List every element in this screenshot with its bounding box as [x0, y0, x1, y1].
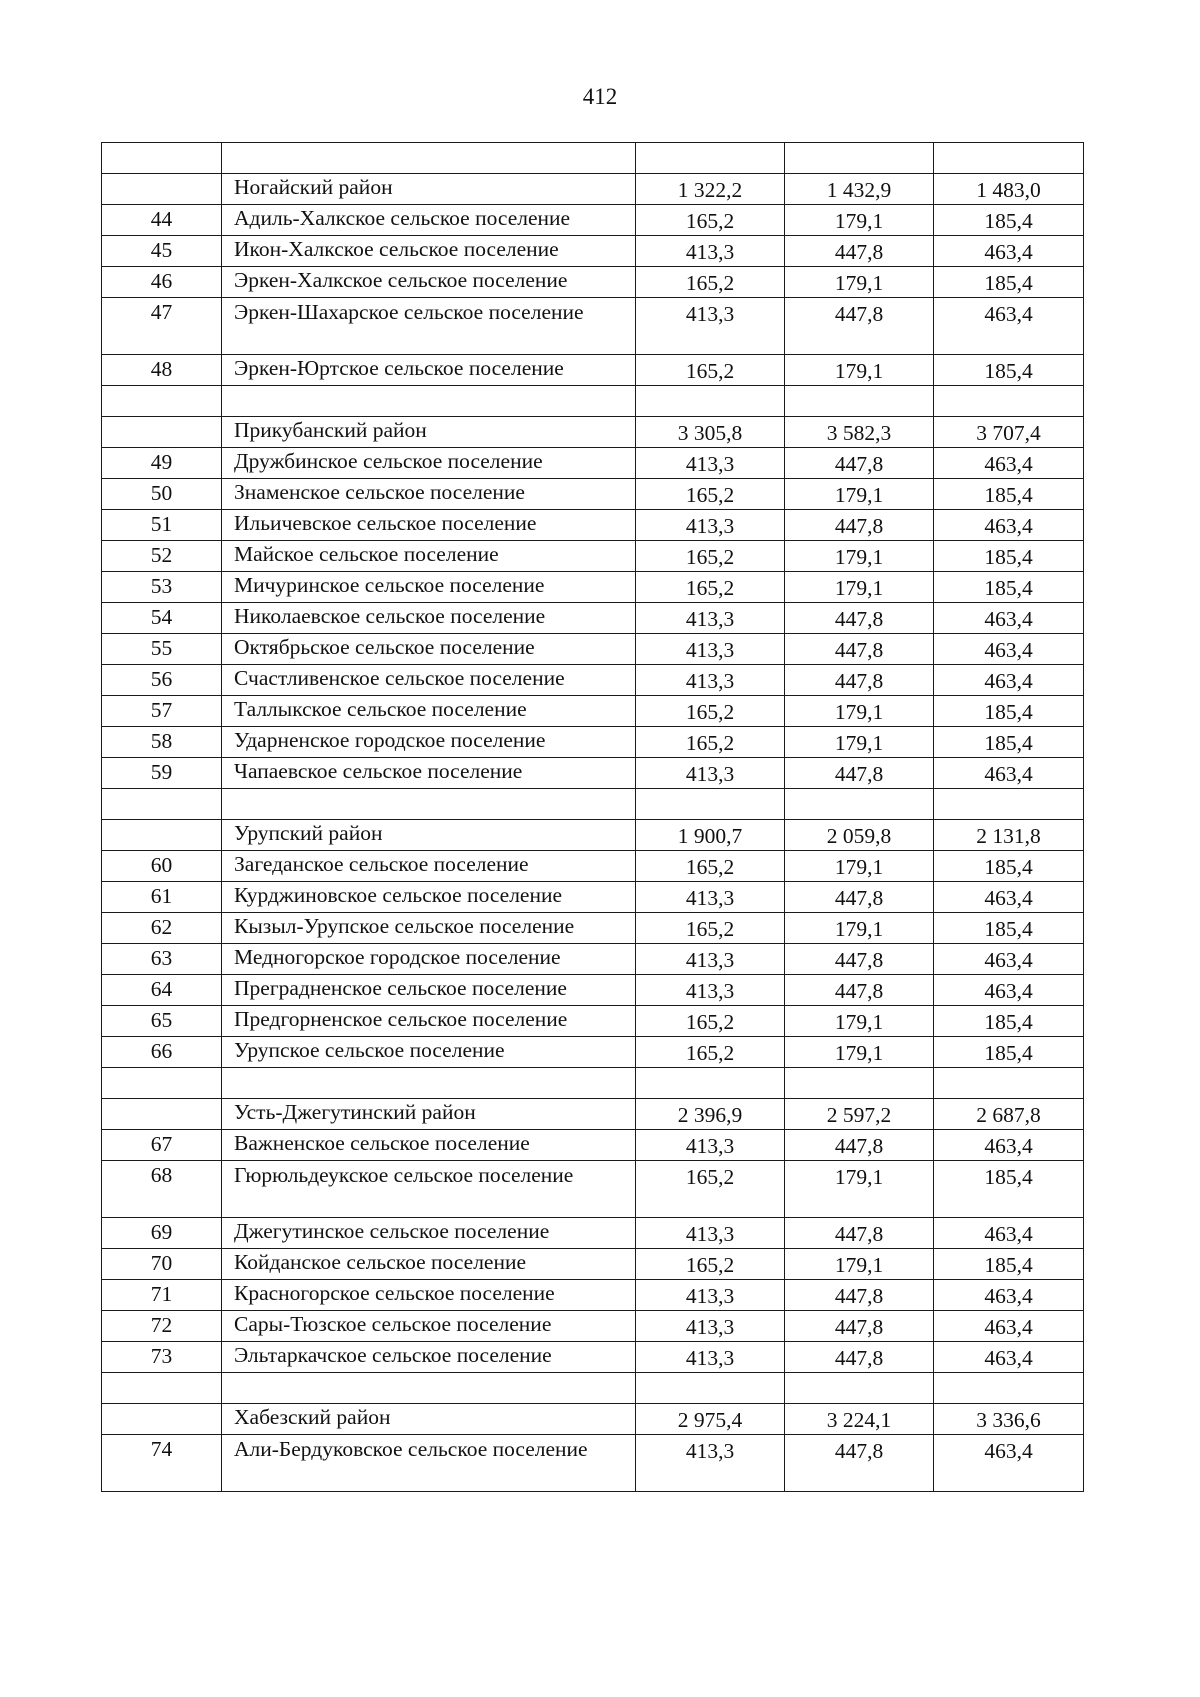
- settlement-value: 413,3: [636, 1342, 785, 1373]
- settlement-row: [102, 882, 1084, 913]
- settlement-value: 179,1: [785, 1037, 934, 1068]
- settlement-row: [102, 975, 1084, 1006]
- row-number: 72: [102, 1311, 222, 1342]
- district-row: [102, 417, 1084, 448]
- spacer-row: [102, 143, 1084, 174]
- settlement-value: 447,8: [785, 1218, 934, 1249]
- settlement-name: Гюрюльдеукское сельское поселение: [222, 1161, 636, 1218]
- settlement-row: [102, 510, 1084, 541]
- settlement-value: 413,3: [636, 1435, 785, 1492]
- settlement-value: 185,4: [934, 1006, 1084, 1037]
- settlement-value: 447,8: [785, 298, 934, 355]
- settlement-value: 165,2: [636, 851, 785, 882]
- settlement-value: 413,3: [636, 1218, 785, 1249]
- settlement-name: Медногорское городское поселение: [222, 944, 636, 975]
- settlement-value: 185,4: [934, 267, 1084, 298]
- empty-cell: [222, 143, 636, 174]
- settlement-value: 179,1: [785, 727, 934, 758]
- row-number: 44: [102, 205, 222, 236]
- settlement-value: 447,8: [785, 758, 934, 789]
- settlement-value: 185,4: [934, 913, 1084, 944]
- settlement-value: 463,4: [934, 298, 1084, 355]
- settlement-row: [102, 479, 1084, 510]
- district-total: 2 597,2: [785, 1099, 934, 1130]
- settlement-row: [102, 267, 1084, 298]
- settlement-name: Али-Бердуковское сельское поселение: [222, 1435, 636, 1492]
- settlement-value: 413,3: [636, 298, 785, 355]
- empty-cell: [222, 789, 636, 820]
- empty-cell: [785, 1068, 934, 1099]
- empty-cell: [222, 1373, 636, 1404]
- settlement-value: 463,4: [934, 1311, 1084, 1342]
- settlement-row: [102, 1311, 1084, 1342]
- empty-cell: [102, 174, 222, 205]
- empty-cell: [785, 1373, 934, 1404]
- empty-cell: [785, 386, 934, 417]
- settlement-value: 413,3: [636, 1280, 785, 1311]
- settlement-value: 179,1: [785, 1006, 934, 1037]
- row-number: 73: [102, 1342, 222, 1373]
- empty-cell: [636, 143, 785, 174]
- table-body: [102, 143, 1084, 1492]
- settlement-name: Дружбинское сельское поселение: [222, 448, 636, 479]
- settlement-row: [102, 727, 1084, 758]
- settlement-value: 463,4: [934, 1218, 1084, 1249]
- empty-cell: [102, 417, 222, 448]
- row-number: 46: [102, 267, 222, 298]
- row-number: 74: [102, 1435, 222, 1492]
- settlement-value: 447,8: [785, 975, 934, 1006]
- settlement-name: Предгорненское сельское поселение: [222, 1006, 636, 1037]
- settlement-row: [102, 1161, 1084, 1218]
- district-total: 1 432,9: [785, 174, 934, 205]
- settlement-value: 447,8: [785, 1280, 934, 1311]
- settlement-value: 463,4: [934, 1280, 1084, 1311]
- row-number: 51: [102, 510, 222, 541]
- empty-cell: [934, 1373, 1084, 1404]
- spacer-row: [102, 1373, 1084, 1404]
- settlement-row: [102, 236, 1084, 267]
- settlement-value: 185,4: [934, 696, 1084, 727]
- row-number: 57: [102, 696, 222, 727]
- settlement-row: [102, 913, 1084, 944]
- empty-cell: [636, 789, 785, 820]
- settlement-value: 165,2: [636, 355, 785, 386]
- settlement-value: 179,1: [785, 1249, 934, 1280]
- settlement-row: [102, 572, 1084, 603]
- district-row: [102, 174, 1084, 205]
- spacer-row: [102, 789, 1084, 820]
- settlement-row: [102, 603, 1084, 634]
- settlement-value: 165,2: [636, 205, 785, 236]
- settlement-value: 447,8: [785, 1435, 934, 1492]
- empty-cell: [102, 820, 222, 851]
- row-number: 48: [102, 355, 222, 386]
- empty-cell: [102, 789, 222, 820]
- row-number: 50: [102, 479, 222, 510]
- settlement-value: 447,8: [785, 1342, 934, 1373]
- district-total: 3 224,1: [785, 1404, 934, 1435]
- settlement-name: Преградненское сельское поселение: [222, 975, 636, 1006]
- empty-cell: [785, 789, 934, 820]
- settlement-value: 179,1: [785, 696, 934, 727]
- settlement-value: 447,8: [785, 1130, 934, 1161]
- settlement-value: 413,3: [636, 665, 785, 696]
- settlement-row: [102, 1280, 1084, 1311]
- settlement-value: 165,2: [636, 696, 785, 727]
- settlement-value: 463,4: [934, 1435, 1084, 1492]
- settlement-value: 179,1: [785, 1161, 934, 1218]
- empty-cell: [934, 789, 1084, 820]
- row-number: 52: [102, 541, 222, 572]
- district-total: 2 059,8: [785, 820, 934, 851]
- settlement-name: Мичуринское сельское поселение: [222, 572, 636, 603]
- settlement-value: 179,1: [785, 355, 934, 386]
- empty-cell: [102, 386, 222, 417]
- settlement-row: [102, 634, 1084, 665]
- row-number: 61: [102, 882, 222, 913]
- settlement-value: 447,8: [785, 236, 934, 267]
- district-total: 1 900,7: [636, 820, 785, 851]
- settlement-name: Чапаевское сельское поселение: [222, 758, 636, 789]
- settlement-name: Знаменское сельское поселение: [222, 479, 636, 510]
- settlement-value: 165,2: [636, 727, 785, 758]
- row-number: 63: [102, 944, 222, 975]
- settlement-value: 463,4: [934, 944, 1084, 975]
- row-number: 49: [102, 448, 222, 479]
- row-number: 69: [102, 1218, 222, 1249]
- settlement-value: 185,4: [934, 479, 1084, 510]
- settlement-row: [102, 298, 1084, 355]
- settlement-row: [102, 851, 1084, 882]
- spacer-row: [102, 1068, 1084, 1099]
- settlement-value: 447,8: [785, 1311, 934, 1342]
- row-number: 54: [102, 603, 222, 634]
- settlement-row: [102, 696, 1084, 727]
- settlement-value: 413,3: [636, 975, 785, 1006]
- row-number: 68: [102, 1161, 222, 1218]
- row-number: 58: [102, 727, 222, 758]
- settlement-value: 185,4: [934, 541, 1084, 572]
- settlement-value: 165,2: [636, 267, 785, 298]
- settlement-name: Койданское сельское поселение: [222, 1249, 636, 1280]
- settlement-row: [102, 1130, 1084, 1161]
- row-number: 47: [102, 298, 222, 355]
- settlement-value: 413,3: [636, 944, 785, 975]
- settlement-value: 179,1: [785, 541, 934, 572]
- row-number: 53: [102, 572, 222, 603]
- district-total: 1 322,2: [636, 174, 785, 205]
- settlement-value: 179,1: [785, 267, 934, 298]
- district-name: Усть-Джегутинский район: [222, 1099, 636, 1130]
- settlement-value: 185,4: [934, 851, 1084, 882]
- settlement-value: 463,4: [934, 448, 1084, 479]
- row-number: 45: [102, 236, 222, 267]
- settlement-name: Красногорское сельское поселение: [222, 1280, 636, 1311]
- settlement-name: Сары-Тюзское сельское поселение: [222, 1311, 636, 1342]
- row-number: 67: [102, 1130, 222, 1161]
- settlement-value: 165,2: [636, 541, 785, 572]
- settlement-value: 463,4: [934, 1342, 1084, 1373]
- district-total: 2 131,8: [934, 820, 1084, 851]
- settlement-value: 165,2: [636, 1037, 785, 1068]
- settlement-value: 447,8: [785, 882, 934, 913]
- settlement-value: 165,2: [636, 572, 785, 603]
- settlement-value: 413,3: [636, 510, 785, 541]
- settlement-value: 185,4: [934, 355, 1084, 386]
- settlement-value: 165,2: [636, 1006, 785, 1037]
- district-name: Урупский район: [222, 820, 636, 851]
- settlement-value: 179,1: [785, 572, 934, 603]
- settlement-value: 185,4: [934, 1037, 1084, 1068]
- row-number: 55: [102, 634, 222, 665]
- settlement-value: 447,8: [785, 665, 934, 696]
- empty-cell: [785, 143, 934, 174]
- settlement-value: 413,3: [636, 1130, 785, 1161]
- settlement-value: 185,4: [934, 1161, 1084, 1218]
- settlement-value: 447,8: [785, 634, 934, 665]
- spacer-row: [102, 386, 1084, 417]
- row-number: 59: [102, 758, 222, 789]
- empty-cell: [102, 143, 222, 174]
- row-number: 71: [102, 1280, 222, 1311]
- settlement-value: 463,4: [934, 634, 1084, 665]
- settlement-value: 463,4: [934, 1130, 1084, 1161]
- district-total: 2 975,4: [636, 1404, 785, 1435]
- settlement-value: 179,1: [785, 205, 934, 236]
- settlement-row: [102, 1037, 1084, 1068]
- settlement-name: Ильичевское сельское поселение: [222, 510, 636, 541]
- settlement-value: 413,3: [636, 603, 785, 634]
- settlement-value: 179,1: [785, 913, 934, 944]
- district-total: 3 305,8: [636, 417, 785, 448]
- settlement-value: 185,4: [934, 572, 1084, 603]
- empty-cell: [102, 1373, 222, 1404]
- settlement-name: Счастливенское сельское поселение: [222, 665, 636, 696]
- settlement-name: Эркен-Шахарское сельское поселение: [222, 298, 636, 355]
- settlement-value: 463,4: [934, 236, 1084, 267]
- settlement-value: 447,8: [785, 448, 934, 479]
- settlement-value: 463,4: [934, 882, 1084, 913]
- district-total: 3 582,3: [785, 417, 934, 448]
- settlement-value: 185,4: [934, 1249, 1084, 1280]
- district-total: 1 483,0: [934, 174, 1084, 205]
- settlement-value: 165,2: [636, 1161, 785, 1218]
- settlement-value: 463,4: [934, 758, 1084, 789]
- empty-cell: [222, 1068, 636, 1099]
- row-number: 64: [102, 975, 222, 1006]
- settlement-row: [102, 1218, 1084, 1249]
- settlement-value: 447,8: [785, 510, 934, 541]
- settlement-row: [102, 758, 1084, 789]
- settlement-row: [102, 1249, 1084, 1280]
- settlement-value: 447,8: [785, 944, 934, 975]
- settlement-value: 463,4: [934, 975, 1084, 1006]
- district-row: [102, 1099, 1084, 1130]
- row-number: 60: [102, 851, 222, 882]
- empty-cell: [102, 1068, 222, 1099]
- district-total: 2 687,8: [934, 1099, 1084, 1130]
- settlement-name: Загеданское сельское поселение: [222, 851, 636, 882]
- settlement-name: Эркен-Халкское сельское поселение: [222, 267, 636, 298]
- settlement-name: Джегутинское сельское поселение: [222, 1218, 636, 1249]
- settlement-value: 185,4: [934, 205, 1084, 236]
- empty-cell: [636, 1068, 785, 1099]
- settlement-name: Курджиновское сельское поселение: [222, 882, 636, 913]
- settlement-row: [102, 1435, 1084, 1492]
- row-number: 65: [102, 1006, 222, 1037]
- budget-table: [101, 142, 1084, 1492]
- settlement-value: 165,2: [636, 913, 785, 944]
- settlement-value: 463,4: [934, 603, 1084, 634]
- settlement-value: 413,3: [636, 236, 785, 267]
- settlement-name: Николаевское сельское поселение: [222, 603, 636, 634]
- empty-cell: [934, 1068, 1084, 1099]
- settlement-value: 165,2: [636, 1249, 785, 1280]
- district-total: 3 336,6: [934, 1404, 1084, 1435]
- settlement-value: 413,3: [636, 448, 785, 479]
- settlement-value: 463,4: [934, 510, 1084, 541]
- settlement-name: Важненское сельское поселение: [222, 1130, 636, 1161]
- district-name: Ногайский район: [222, 174, 636, 205]
- empty-cell: [934, 386, 1084, 417]
- empty-cell: [934, 143, 1084, 174]
- settlement-value: 179,1: [785, 851, 934, 882]
- settlement-name: Таллыкское сельское поселение: [222, 696, 636, 727]
- empty-cell: [636, 1373, 785, 1404]
- settlement-name: Ударненское городское поселение: [222, 727, 636, 758]
- settlement-name: Эльтаркачское сельское поселение: [222, 1342, 636, 1373]
- settlement-name: Икон-Халкское сельское поселение: [222, 236, 636, 267]
- settlement-value: 413,3: [636, 634, 785, 665]
- settlement-row: [102, 205, 1084, 236]
- settlement-row: [102, 1006, 1084, 1037]
- settlement-value: 413,3: [636, 758, 785, 789]
- district-total: 3 707,4: [934, 417, 1084, 448]
- district-name: Прикубанский район: [222, 417, 636, 448]
- district-row: [102, 820, 1084, 851]
- row-number: 62: [102, 913, 222, 944]
- settlement-name: Кызыл-Урупское сельское поселение: [222, 913, 636, 944]
- settlement-row: [102, 665, 1084, 696]
- settlement-value: 185,4: [934, 727, 1084, 758]
- settlement-name: Адиль-Халкское сельское поселение: [222, 205, 636, 236]
- settlement-value: 413,3: [636, 882, 785, 913]
- settlement-name: Октябрьское сельское поселение: [222, 634, 636, 665]
- district-row: [102, 1404, 1084, 1435]
- empty-cell: [222, 386, 636, 417]
- row-number: 56: [102, 665, 222, 696]
- district-total: 2 396,9: [636, 1099, 785, 1130]
- empty-cell: [102, 1099, 222, 1130]
- empty-cell: [636, 386, 785, 417]
- page-number: 412: [582, 84, 618, 109]
- settlement-row: [102, 541, 1084, 572]
- settlement-row: [102, 944, 1084, 975]
- row-number: 66: [102, 1037, 222, 1068]
- settlement-name: Эркен-Юртское сельское поселение: [222, 355, 636, 386]
- settlement-row: [102, 355, 1084, 386]
- settlement-value: 179,1: [785, 479, 934, 510]
- settlement-value: 413,3: [636, 1311, 785, 1342]
- settlement-row: [102, 448, 1084, 479]
- settlement-row: [102, 1342, 1084, 1373]
- row-number: 70: [102, 1249, 222, 1280]
- settlement-name: Майское сельское поселение: [222, 541, 636, 572]
- settlement-value: 165,2: [636, 479, 785, 510]
- empty-cell: [102, 1404, 222, 1435]
- district-name: Хабезский район: [222, 1404, 636, 1435]
- settlement-name: Урупское сельское поселение: [222, 1037, 636, 1068]
- settlement-value: 463,4: [934, 665, 1084, 696]
- settlement-value: 447,8: [785, 603, 934, 634]
